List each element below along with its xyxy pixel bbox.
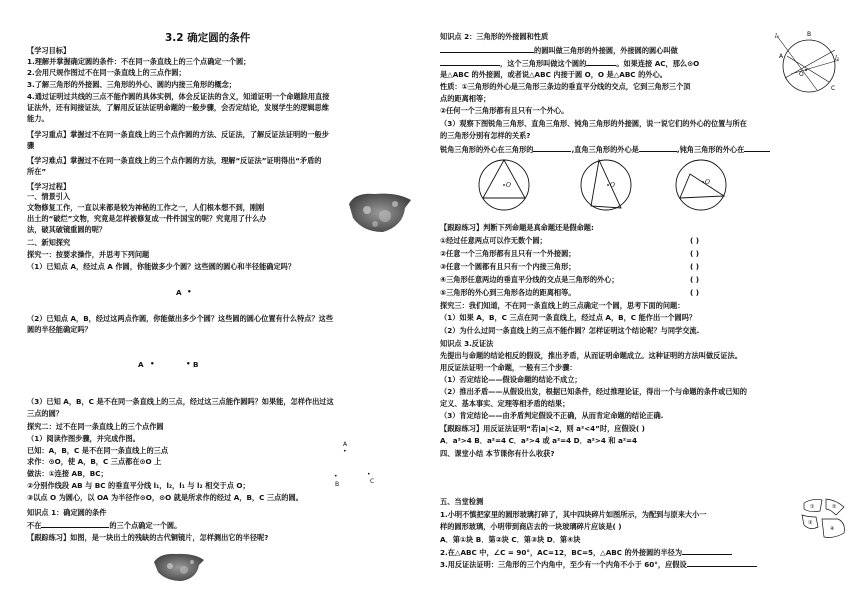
probe-3-heading: 探究三：我们知道，不在同一条直线上的三点确定一个圆，思考下面的问题： <box>440 301 685 310</box>
question-2-cont: 圆的半径能确定吗？ <box>27 325 92 334</box>
point-dot: • <box>343 448 347 455</box>
knowledge-2-line: ②任何一个三角形都有且只有一个外心。 <box>440 106 569 115</box>
question-2: （2）已知点 A，B，经过这两点作圆，你能做出多少个圆？这些圆的圆心位置有什么特点？这些 <box>27 314 334 323</box>
goals-heading: 【学习目标】 <box>27 46 71 55</box>
knowledge-1-line <box>27 520 181 531</box>
section-5-heading: 五、当堂检测 <box>440 497 484 506</box>
knowledge-3-heading: 知识点 3.反证法 <box>440 339 494 348</box>
knowledge-3-line: 用反证法证明一个命题，一般有三个步骤： <box>440 363 577 372</box>
k2-line-9b: ,直角三角形的外心是 <box>571 145 639 154</box>
probe-3-question: （2）为什么过同一条直线上的三点不能作圆？怎样证明这个结论呢？与同学交流. <box>440 326 700 335</box>
answer-blank[interactable] <box>440 45 534 53</box>
k1-pre: 不在 <box>27 521 42 530</box>
intro-line: 文物修复工作，一直以来都是较为神秘的工作之一，人们根本想不到，刚刚 <box>27 203 265 212</box>
goal-line: 1.理解并掌握确定圆的条件：不在同一条直线上的三个点确定一个圆； <box>27 57 251 66</box>
obtuse-triangle-circumcircle <box>670 158 732 212</box>
question-3: （3）已知 A，B，C 是不在同一条直线上的三点，经过这三点能作圆吗？如果能，怎样作出过这 <box>27 397 334 406</box>
broken-mirror-image <box>345 190 415 234</box>
acute-triangle-circumcircle <box>475 158 533 212</box>
probe-2-heading: 探究二：过不在同一条直线上的三个点作圆 <box>27 422 164 431</box>
follow-up-1: 【跟踪练习】如图，是一块出土的残缺的古代铜镜片，怎样测出它的半径呢? <box>27 533 269 542</box>
label-l1: l₁ <box>775 33 780 40</box>
difficulty-heading: 【学习难点】掌握过不在同一条直线上的三个点作圆的方法，理解“反证法”证明得出“矛盾的 <box>27 156 322 165</box>
answer-blank[interactable] <box>41 520 109 528</box>
knowledge-3-line: 先提出与命题的结论相反的假设，推出矛盾，从而证明命题成立。这种证明的方法叫做反证法。 <box>440 351 742 360</box>
knowledge-2-line: （3）观察下图锐角三角形、直角三角形、钝角三角形的外接圆，说一说它们的外心的位置与所在 <box>440 119 747 128</box>
point-dot: • <box>334 473 338 480</box>
step-line: 求作：⊙O，使 A，B，C 三点都在⊙O 上 <box>27 457 162 466</box>
fragment-2-label: ② <box>832 504 837 510</box>
point-dot: • <box>186 359 191 368</box>
answer-blank[interactable] <box>682 547 732 555</box>
test-question-2-text: 2.在△ABC 中，∠C = 90°，AC=12，BC=5，△ABC 的外接圆的半径为 <box>440 548 683 557</box>
knowledge-1-heading: 知识点 1：确定圆的条件 <box>27 508 107 517</box>
step-line: 已知：A，B，C 是不在同一条直线上的三点 <box>27 446 169 455</box>
knowledge-3-line: （2）推出矛盾——从假设出发，根据已知条件，经过推理论证，得出一个与命题的条件或已知的 <box>440 387 747 396</box>
label-c: C <box>831 85 836 92</box>
knowledge-2-line: 点的距离相等； <box>440 94 491 103</box>
section-2-heading: 二、新知探究 <box>27 238 71 247</box>
step-line: ②分别作线段 AB 与 BC 的垂直平分线 l₁，l₂，l₁ 与 l₂ 相交于点 O； <box>27 481 250 490</box>
k2-line-2-text: ，这个三角形叫做这个圆的 <box>500 59 587 68</box>
section-1-heading: 一、情景引入 <box>27 192 71 201</box>
probe-3-question: （1）如果 A，B，C 三点在同一条直线上，经过点 A，B，C 能作出一个圆吗？ <box>440 313 697 322</box>
judge-paren[interactable]: ( ) <box>690 249 700 258</box>
judge-item: ①经过任意两点可以作无数个圆； <box>440 236 547 245</box>
goal-line: 3.了解三角形的外接圆、三角形的外心、圆的内接三角形的概念； <box>27 80 236 89</box>
test-question-2 <box>440 547 732 558</box>
right-triangle-circumcircle <box>577 158 635 212</box>
knowledge-2-line <box>440 144 770 155</box>
point-dot: • <box>150 359 155 368</box>
knowledge-2-line <box>440 45 678 56</box>
label-o: O <box>799 71 804 78</box>
answer-blank[interactable] <box>687 559 757 567</box>
goal-line: 4.通过证明过共线的三点不能作圆的具体实例，体会反证法的含义，知道证明一个命题除用直接 <box>27 92 330 101</box>
knowledge-2-line: 性质：①三角形的外心是三角形三条边的垂直平分线的交点，它到三角形三个顶 <box>440 82 691 91</box>
point-a-label: A <box>176 288 182 297</box>
key-points-heading: 【学习重点】掌握过不在同一条直线上的三个点作圆的方法、反证法，了解反证法证明的一般步 <box>27 130 329 139</box>
answer-blank[interactable] <box>586 58 616 66</box>
fragment-4-label: ④ <box>830 526 835 532</box>
judge-item: ③任意一个圆都有且只有一个内接三角形； <box>440 262 576 271</box>
goal-line: 证法外，还有间接证法，了解用反证法证明命题的一般步骤，会否定结论，发展学生的逻辑思维 <box>27 103 329 112</box>
step-line: 做法：①连接 AB，BC； <box>27 469 108 478</box>
center-o-label: O <box>705 179 710 186</box>
judge-item: ②任意一个三角形都有且只有一个外接圆； <box>440 249 576 258</box>
knowledge-3-line: 定义、基本事实、定理等相矛盾的结果； <box>440 399 570 408</box>
point-dot: • <box>187 287 192 296</box>
k2-line-9c: ,钝角三角形的外心在 <box>676 145 745 154</box>
page-title: 3.2 确定圆的条件 <box>165 32 251 44</box>
k2-line-9a: 锐角三角形的外心在三角形的 <box>440 145 534 154</box>
judge-paren[interactable]: ( ) <box>690 288 700 297</box>
process-heading: 【学习过程】 <box>27 182 71 191</box>
glass-fragments-figure <box>800 497 850 541</box>
intro-line: 出土的“破烂”文物，究竟是怎样被修复成一件件国宝的呢？究竟用了什么办 <box>27 214 267 223</box>
point-dot: • <box>367 471 371 478</box>
follow-up-3: 【跟踪练习】用反证法证明“若|a|<2，则 a²<4”时，应假设( ) <box>440 424 645 433</box>
k1-post: 的三个点确定一个圆。 <box>109 521 182 530</box>
center-o-label: O <box>506 182 511 189</box>
bronze-mirror-fragment-image <box>152 552 206 582</box>
probe-1-heading: 探究一：按要求操作，并思考下列问题 <box>27 250 150 259</box>
test-question-1-cont: 样的圆形玻璃，小明带到商店去的一块玻璃碎片应该是( ) <box>440 522 622 531</box>
knowledge-3-line: （1）否定结论——假设命题的结论不成立； <box>440 375 582 384</box>
k2-line-2b-text: 。如果连接 AC，那么⊙O <box>616 59 700 68</box>
goal-line: 2.会用尺规作图过不在同一条直线上的三点作圆； <box>27 68 186 77</box>
judge-item: ⑤三角形的外心到三角形各边的距离相等。 <box>440 288 576 297</box>
fragment-1-label: ① <box>810 504 815 510</box>
center-o-label: O <box>610 182 615 189</box>
point-b-label: B <box>335 481 340 488</box>
judge-paren[interactable]: ( ) <box>690 275 700 284</box>
judge-item: ④三角形任意两边的垂直平分线的交点是三角形的外心； <box>440 275 619 284</box>
question-1: （1）已知点 A，经过点 A 作圆，你能做多少个圆？这些圆的圆心和半径能确定吗？ <box>27 262 296 271</box>
point-a-label: A <box>138 360 144 369</box>
goal-line: 能力。 <box>27 114 49 123</box>
judge-paren[interactable]: ( ) <box>690 262 700 271</box>
answer-blank[interactable] <box>744 144 770 152</box>
k2-line-1-text: 的圆叫做三角形的外接圆，外接圆的圆心叫做 <box>534 46 678 55</box>
label-a: A <box>779 53 784 60</box>
knowledge-2-line <box>440 58 699 69</box>
point-a-label: A <box>343 441 348 448</box>
test-question-3 <box>440 559 757 570</box>
answer-blank[interactable] <box>639 144 677 152</box>
knowledge-2-line: 是△ABC 的外接圆，或者说△ABC 内接于圆 O，O 是△ABC 的外心。 <box>440 70 667 79</box>
test-question-1: 1.小明不慎把家里的圆形玻璃打碎了，其中四块碎片如图所示，为配到与原来大小一 <box>440 510 707 519</box>
fragment-3-label: ③ <box>808 520 813 526</box>
question-3-cont: 三点的圆？ <box>27 409 63 418</box>
label-b: B <box>807 31 812 38</box>
knowledge-3-line: （3）肯定结论——由矛盾判定假设不正确，从而肯定命题的结论正确. <box>440 411 664 420</box>
circumcircle-construction-figure <box>773 30 845 98</box>
step-line: （1）阅读作图步骤，并完成作图。 <box>27 434 140 443</box>
knowledge-2-heading: 知识点 2：三角形的外接圆和性质 <box>440 32 549 41</box>
label-l2: l₂ <box>835 55 840 62</box>
intro-line: 法，破其破镜重圆的呢？ <box>27 225 107 234</box>
point-c-label: C <box>370 478 375 485</box>
point-b-label: B <box>193 360 199 369</box>
test-question-3-text: 3.用反证法证明：三角形的三个内角中，至少有一个内角不小于 60°，应假设 <box>440 560 687 569</box>
test-question-1-options: A．第①块 B．第②块 C．第③块 D．第④块 <box>440 535 581 544</box>
answer-blank[interactable] <box>533 144 571 152</box>
section-4-heading: 四、课堂小结 本节课你有什么收获? <box>440 449 555 458</box>
difficulty-cont: 所在” <box>27 167 47 176</box>
follow-up-2-heading: 【跟踪练习】判断下列命题是真命题还是假命题: <box>440 223 594 232</box>
key-points-cont: 骤 <box>27 141 35 150</box>
judge-paren[interactable]: ( ) <box>690 236 700 245</box>
knowledge-2-line: 的三角形分别有怎样的关系? <box>440 131 531 140</box>
follow-up-3-options: A．a²>4 B．a²=4 C．a²>4 或 a²=4 D．a²>4 和 a²=4 <box>440 436 638 445</box>
answer-blank[interactable] <box>440 58 500 66</box>
step-line: ③以点 O 为圆心，以 OA 为半径作⊙O，⊙O 就是所求作的经过 A，B，C 三点的圆。 <box>27 493 303 502</box>
